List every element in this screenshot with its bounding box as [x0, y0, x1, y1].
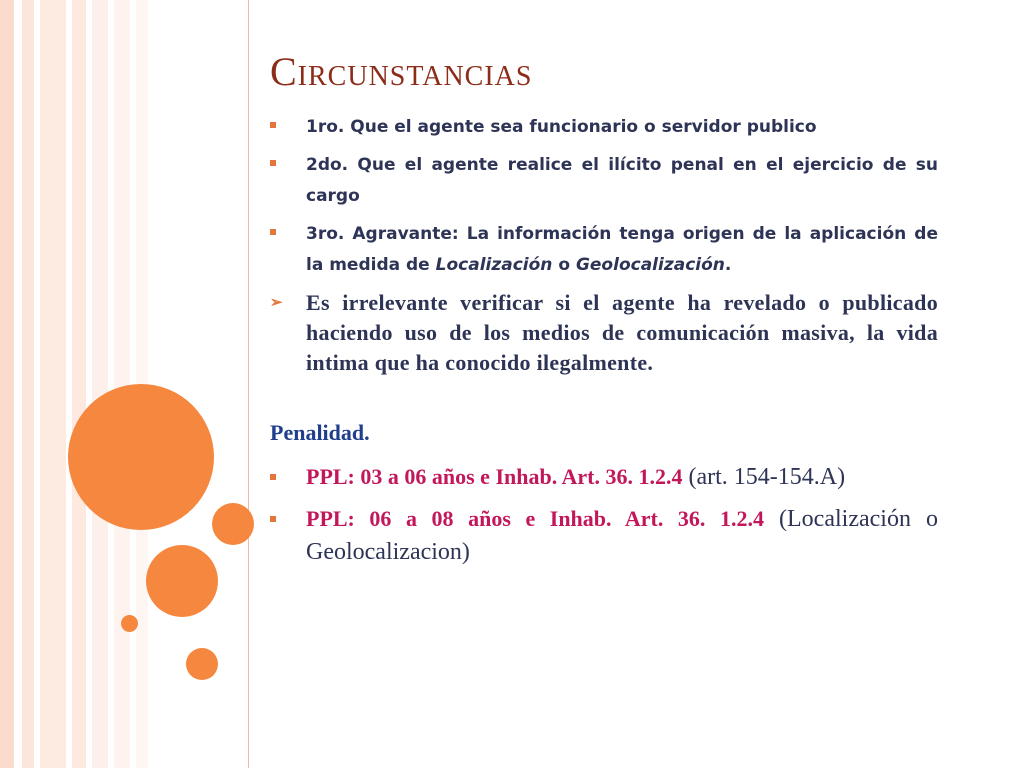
decor-stripe — [22, 0, 34, 768]
list-item — [270, 112, 938, 143]
decor-stripe — [92, 0, 108, 768]
decor-circle-small — [186, 648, 218, 680]
penalty-reference: (Localización o Geolocalizacion) — [306, 506, 938, 565]
arrow-list-item — [270, 288, 938, 378]
penalty-reference: (art. 154-154.A) — [682, 464, 846, 490]
decor-stripe — [114, 0, 130, 768]
decor-stripe — [40, 0, 66, 768]
list-item — [270, 150, 938, 212]
list-item — [270, 219, 938, 281]
decor-stripe — [0, 0, 14, 768]
list-item-text: 3ro. Agravante: La información tenga origen de la aplicación de la medida de — [306, 224, 938, 275]
decor-stripe — [72, 0, 86, 768]
list-item-text: 1ro. Que el agente sea funcionario o servidor publico — [306, 117, 817, 137]
decor-circle-tiny — [121, 615, 138, 632]
decor-divider-line — [248, 0, 249, 768]
penalty-item — [270, 502, 938, 569]
list-item-text: o — [552, 255, 576, 275]
arrow-item-text: Es irrelevante verificar si el agente ha revelado o publicado haciendo uso de los medios de comunicación masiva, la vida intima que ha conocido ilegalmente. — [306, 290, 938, 375]
penalidad-heading: Penalidad. — [270, 420, 370, 445]
italic-term: Geolocalización — [575, 255, 725, 275]
penalty-highlight: PPL: 03 a 06 años e Inhab. Art. 36. 1.2.4 — [306, 464, 683, 489]
penalties-list — [270, 460, 938, 577]
list-item-text: . — [724, 255, 732, 275]
circumstances-list — [270, 112, 938, 378]
decor-circle-large — [68, 384, 214, 530]
slide-title: Circunstancias — [270, 49, 533, 94]
list-item-text: 2do. Que el agente realice el ilícito penal en el ejercicio de su cargo — [306, 155, 938, 206]
decor-circle-medium — [146, 545, 218, 617]
italic-term: Localización — [435, 255, 553, 275]
penalty-highlight: PPL: 06 a 08 años e Inhab. Art. 36. 1.2.4 — [306, 506, 764, 531]
decor-circle-small — [212, 503, 254, 545]
penalty-item — [270, 460, 938, 494]
